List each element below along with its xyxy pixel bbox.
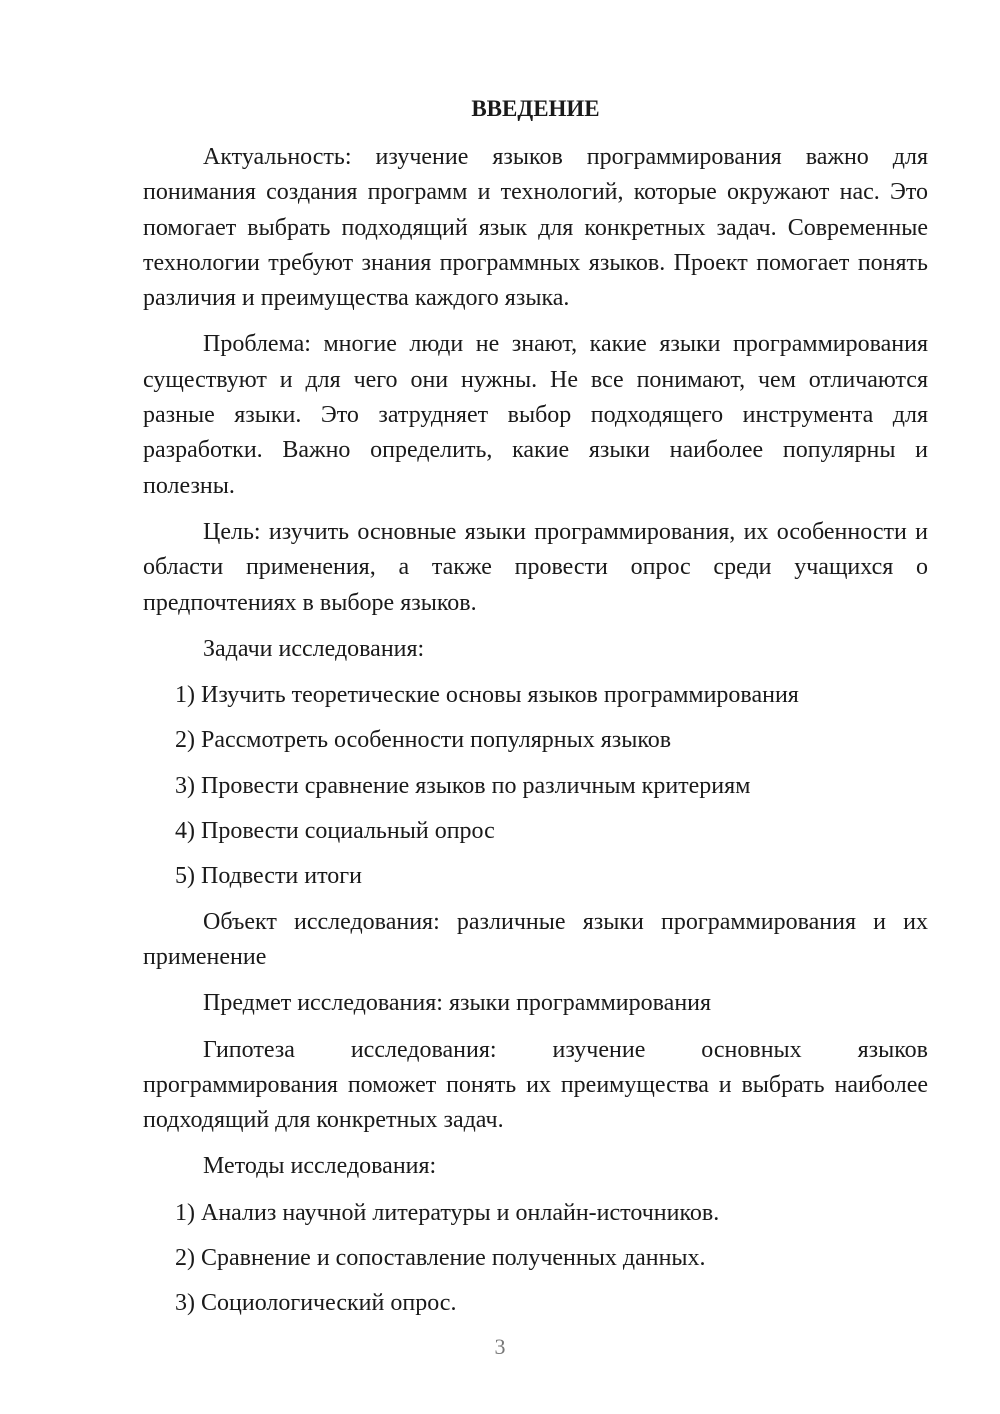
page-title: ВВЕДЕНИЕ <box>471 96 600 121</box>
methods-heading: Методы исследования: <box>203 1153 437 1180</box>
task-item: 3) Провести сравнение языков по различным критериям <box>175 772 751 799</box>
object-paragraph: Объект исследования: различные языки программирования и их применение <box>143 908 928 970</box>
goal-paragraph: Цель: изучить основные языки программирования, их особенности и области применения, а также провести опрос среди учащихся о предпочтениях в выборе языков. <box>143 518 928 616</box>
tasks-heading: Задачи исследования: <box>203 635 425 662</box>
problem-paragraph: Проблема: многие люди не знают, какие языки программирования существуют и для чего они нужны. Не все понимают, чем отличаются разные языки. Это затрудняет выбор подходящего инструмента для разработки. Важно определить, какие языки наиболее популярны и полезны. <box>143 331 928 499</box>
task-item: 5) Подвести итоги <box>175 863 362 890</box>
relevance-paragraph: Актуальность: изучение языков программирования важно для понимания создания программ и технологий, которые окружают нас. Это помогает выбрать подходящий язык для конкретных задач. Современные технологии требуют знания программных языков. Проект помогает понять различия и преимущества каждого языка. <box>143 144 928 312</box>
task-item: 2) Рассмотреть особенности популярных языков <box>175 727 672 754</box>
method-item: 2) Сравнение и сопоставление полученных данных. <box>175 1245 706 1272</box>
page-number: 3 <box>494 1334 506 1359</box>
hypothesis-first-line: Гипотеза исследования: изучение основных языков <box>203 1036 928 1063</box>
subject-paragraph: Предмет исследования: языки программирования <box>203 990 712 1017</box>
method-item: 1) Анализ научной литературы и онлайн-источников. <box>175 1199 720 1226</box>
hypothesis-paragraph <box>143 1033 928 1139</box>
hypothesis-continuation: программирования поможет понять их преимущества и выбрать наиболее подходящий для конкретных задач. <box>143 1071 928 1134</box>
method-item: 3) Социологический опрос. <box>175 1290 457 1317</box>
document-body <box>143 94 928 1332</box>
task-item: 1) Изучить теоретические основы языков программирования <box>175 682 799 709</box>
task-item: 4) Провести социальный опрос <box>175 818 495 845</box>
